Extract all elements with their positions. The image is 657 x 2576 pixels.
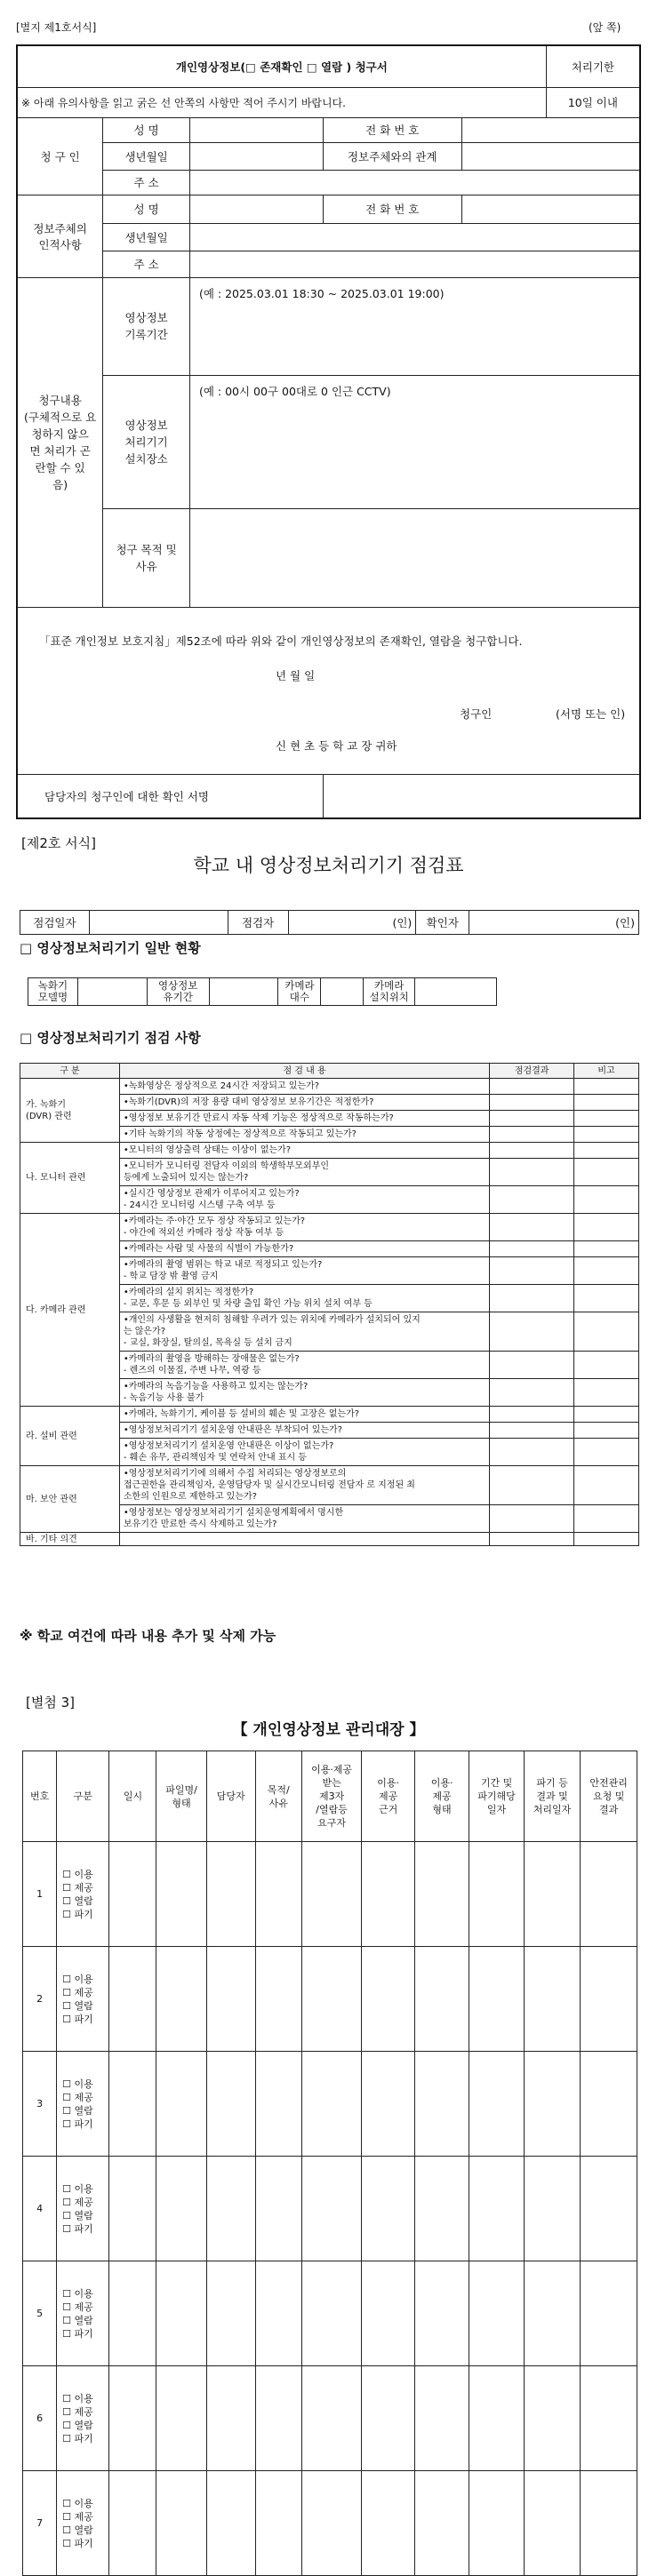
inspector-label: 점검자: [228, 911, 288, 935]
ledger-cell[interactable]: [414, 2261, 469, 2366]
ledger-cell[interactable]: [469, 2261, 524, 2366]
ledger-cell[interactable]: [156, 2366, 206, 2471]
recorder-model-label: 녹화기 모델명: [28, 978, 78, 1006]
ledger-col: 담당자: [206, 1751, 255, 1842]
ledger-cell[interactable]: [362, 2471, 414, 2576]
inspector-field[interactable]: (인): [288, 911, 416, 935]
ledger-col: 이용·제공 받는 제3자 /열람등 요구자: [301, 1751, 362, 1842]
ledger-cell[interactable]: [524, 2261, 581, 2366]
check-category: 다. 카메라 관련: [20, 1214, 120, 1407]
check-result-field[interactable]: [490, 1095, 574, 1111]
requester-relation-field[interactable]: [462, 142, 640, 170]
check-item: •개인의 사생활을 현저히 침해할 우려가 있는 위치에 카메라가 설치되어 있지 는 않은가? - 교실, 화장실, 탈의실, 목욕실 등 설치 금지: [119, 1312, 489, 1352]
retention-label: 영상정보 유기간: [147, 978, 209, 1006]
deadline-value: 10일 이내: [546, 87, 640, 117]
ledger-cell[interactable]: [156, 2261, 206, 2366]
check-item: •영상정보 보유기간 만료시 자동 삭제 기능은 정상적으로 작동하는가?: [119, 1111, 489, 1127]
ledger-cell[interactable]: [301, 2052, 362, 2157]
ledger-cell[interactable]: [206, 1842, 255, 1947]
check-note-field[interactable]: [574, 1379, 639, 1407]
inspection-date-label: 점검일자: [20, 911, 90, 935]
ledger-cell[interactable]: [301, 1947, 362, 2052]
location-label: 영상정보 처리기기 설치장소: [103, 375, 190, 508]
ledger-cell[interactable]: [301, 2471, 362, 2576]
col-content: 점 검 내 용: [119, 1064, 489, 1079]
check-result-field[interactable]: [490, 1505, 574, 1533]
inspection-date-field[interactable]: [89, 911, 228, 935]
subject-address-label: 주 소: [103, 251, 190, 277]
purpose-label: 청구 목적 및 사유: [103, 508, 190, 607]
ledger-cell[interactable]: [524, 1947, 581, 2052]
check-result-field[interactable]: [490, 1241, 574, 1257]
checker-field[interactable]: (인): [469, 911, 639, 935]
check-result-field[interactable]: [490, 1186, 574, 1214]
ledger-cell[interactable]: [362, 2157, 414, 2261]
check-note-field[interactable]: [574, 1111, 639, 1127]
addressee: 신 현 초 등 학 교 장 귀하: [276, 738, 397, 753]
check-row: [20, 1143, 639, 1159]
ledger-row: [23, 2052, 637, 2157]
ledger-cell[interactable]: [524, 2366, 581, 2471]
requester-address-label: 주 소: [103, 170, 190, 195]
ledger-row: [23, 2366, 637, 2471]
confirm-label: 담당자의 청구인에 대한 확인 서명: [17, 774, 323, 818]
check-result-field[interactable]: [490, 1407, 574, 1423]
ledger-row-number: 4: [23, 2157, 57, 2261]
ledger-cell[interactable]: [156, 1842, 206, 1947]
check-item: •카메라는 주·야간 모두 정상 작동되고 있는가? - 야간에 적외선 카메라 정상 작동 여부 등: [119, 1214, 489, 1241]
ledger-row-type[interactable]: ☐ 이용 ☐ 제공 ☐ 열람 ☐ 파기: [57, 2157, 109, 2261]
check-note-field[interactable]: [574, 1241, 639, 1257]
check-result-field[interactable]: [490, 1533, 574, 1546]
date-line: 년 월 일: [276, 668, 316, 682]
form3-title: 【 개인영상정보 관리대장 】: [232, 1721, 425, 1739]
ledger-cell[interactable]: [206, 2471, 255, 2576]
ledger-cell[interactable]: [156, 2471, 206, 2576]
ledger-col: 일시: [109, 1751, 156, 1842]
ledger-cell[interactable]: [362, 2366, 414, 2471]
ledger-cell[interactable]: [524, 2471, 581, 2576]
ledger-row-type[interactable]: ☐ 이용 ☐ 제공 ☐ 열람 ☐ 파기: [57, 2366, 109, 2471]
ledger-cell[interactable]: [524, 2157, 581, 2261]
check-table: [20, 1063, 639, 1546]
check-result-field[interactable]: [490, 1257, 574, 1285]
check-result-field[interactable]: [490, 1423, 574, 1439]
check-item: •카메라의 촬영을 방해하는 장애물은 없는가? - 렌즈의 이물질, 주변 나무, 역광 등: [119, 1352, 489, 1379]
ledger-cell[interactable]: [206, 2052, 255, 2157]
requester-label: 청 구 인: [17, 117, 103, 195]
ledger-cell[interactable]: [581, 2157, 637, 2261]
check-result-field[interactable]: [490, 1312, 574, 1352]
ledger-cell[interactable]: [255, 2366, 301, 2471]
ledger-cell[interactable]: [414, 2366, 469, 2471]
requester-phone-field[interactable]: [462, 117, 640, 142]
check-category: 마. 보안 관련: [20, 1466, 120, 1533]
ledger-cell[interactable]: [109, 2366, 156, 2471]
ledger-row-number: 6: [23, 2366, 57, 2471]
camera-location-label: 카메라 설치위치: [364, 978, 415, 1006]
location-field[interactable]: (예 : 00시 00구 00대로 0 인근 CCTV): [189, 375, 640, 508]
ledger-cell[interactable]: [362, 1842, 414, 1947]
ledger-cell[interactable]: [206, 1947, 255, 2052]
check-row: [20, 1533, 639, 1546]
ledger-cell[interactable]: [414, 1947, 469, 2052]
ledger-cell[interactable]: [109, 2471, 156, 2576]
ledger-cell[interactable]: [581, 2471, 637, 2576]
check-category: 라. 설비 관련: [20, 1407, 120, 1466]
requester-phone-label: 전 화 번 호: [323, 117, 462, 142]
check-item: •카메라의 녹음기능을 사용하고 있지는 않는가? - 녹음기능 사용 불가: [119, 1379, 489, 1407]
form2-title: 학교 내 영상정보처리기기 점검표: [193, 855, 464, 876]
subject-address-field[interactable]: [189, 251, 640, 277]
form1-tag: [별지 제1호서식]: [16, 21, 97, 34]
check-note-field[interactable]: [574, 1143, 639, 1159]
check-result-field[interactable]: [490, 1285, 574, 1312]
ledger-cell[interactable]: [362, 2261, 414, 2366]
ledger-table: [22, 1751, 637, 2576]
general-status-table: [28, 977, 497, 1006]
check-result-field[interactable]: [490, 1143, 574, 1159]
check-category: 가. 녹화기 (DVR) 관련: [20, 1079, 120, 1143]
deadline-label: 처리기한: [546, 45, 640, 87]
ledger-cell[interactable]: [255, 2471, 301, 2576]
check-note-field[interactable]: [574, 1285, 639, 1312]
ledger-col: 기간 및 파기해당 일자: [469, 1751, 524, 1842]
ledger-cell[interactable]: [255, 1947, 301, 2052]
requester-address-field[interactable]: [189, 170, 640, 195]
ledger-row-number: 2: [23, 1947, 57, 2052]
signer-label: 청구인: [460, 706, 493, 721]
ledger-cell[interactable]: [469, 2366, 524, 2471]
check-note-field[interactable]: [574, 1159, 639, 1186]
ledger-cell[interactable]: [206, 2261, 255, 2366]
retention-field[interactable]: [209, 978, 278, 1006]
ledger-cell[interactable]: [581, 2261, 637, 2366]
statement-block: [17, 607, 640, 774]
ledger-col: 파기 등 결과 및 처리일자: [524, 1751, 581, 1842]
ledger-row-type[interactable]: ☐ 이용 ☐ 제공 ☐ 열람 ☐ 파기: [57, 1842, 109, 1947]
subject-birth-label: 생년월일: [103, 223, 190, 251]
check-note-field[interactable]: [574, 1533, 639, 1546]
ledger-row: [23, 2157, 637, 2261]
request-content-label: 청구내용 (구체적으로 요 청하지 않으 면 처리가 곤 란할 수 있 음): [17, 277, 103, 607]
check-note-field[interactable]: [574, 1186, 639, 1214]
check-item: [119, 1533, 489, 1546]
ledger-row: [23, 2471, 637, 2576]
check-note-field[interactable]: [574, 1466, 639, 1505]
check-result-field[interactable]: [490, 1439, 574, 1466]
check-row: [20, 1079, 639, 1095]
form1-side: (앞 쪽): [589, 21, 621, 34]
check-item: •기타 녹화기의 작동 상정에는 정상적으로 작동되고 있는가?: [119, 1127, 489, 1143]
check-note-field[interactable]: [574, 1127, 639, 1143]
ledger-col: 목적/ 사유: [255, 1751, 301, 1842]
check-item: •영상정보는 영상정보처리기기 설치운영계획에서 명시한 보유기간 만료한 즉시 삭제하고 있는가?: [119, 1505, 489, 1533]
check-result-field[interactable]: [490, 1111, 574, 1127]
ledger-cell[interactable]: [109, 1842, 156, 1947]
ledger-row-number: 1: [23, 1842, 57, 1947]
check-note-field[interactable]: [574, 1407, 639, 1423]
purpose-field[interactable]: [189, 508, 640, 607]
check-note-field[interactable]: [574, 1352, 639, 1379]
check-note-field[interactable]: [574, 1439, 639, 1466]
ledger-row-type[interactable]: ☐ 이용 ☐ 제공 ☐ 열람 ☐ 파기: [57, 2052, 109, 2157]
form1-title: 개인영상정보(□ 존재확인 □ 열람 ) 청구서: [17, 45, 546, 87]
subject-label: 정보주체의 인적사항: [17, 195, 103, 277]
ledger-cell[interactable]: [469, 1842, 524, 1947]
check-result-field[interactable]: [490, 1214, 574, 1241]
camera-count-label: 카메라 대수: [278, 978, 321, 1006]
ledger-cell[interactable]: [255, 2052, 301, 2157]
ledger-row-type[interactable]: ☐ 이용 ☐ 제공 ☐ 열람 ☐ 파기: [57, 2261, 109, 2366]
check-item: •영상정보처리기기 설치운영 안내판은 부착되어 있는가?: [119, 1423, 489, 1439]
check-note-field[interactable]: [574, 1312, 639, 1352]
check-item: •영상정보처리기기 설치운영 안내판은 이상이 없는가? - 훼손 유무, 관리책임자 및 연락처 안내 표시 등: [119, 1439, 489, 1466]
check-result-field[interactable]: [490, 1379, 574, 1407]
ledger-cell[interactable]: [469, 1947, 524, 2052]
ledger-row-number: 5: [23, 2261, 57, 2366]
ledger-cell[interactable]: [255, 2157, 301, 2261]
check-item: •카메라는 사람 및 사물의 식별이 가능한가?: [119, 1241, 489, 1257]
ledger-cell[interactable]: [156, 1947, 206, 2052]
check-result-field[interactable]: [490, 1079, 574, 1095]
camera-count-field[interactable]: [321, 978, 364, 1006]
ledger-row-number: 3: [23, 2052, 57, 2157]
check-result-field[interactable]: [490, 1127, 574, 1143]
checker-label: 확인자: [416, 911, 469, 935]
ledger-cell[interactable]: [206, 2366, 255, 2471]
ledger-cell[interactable]: [469, 2052, 524, 2157]
ledger-cell[interactable]: [469, 2157, 524, 2261]
ledger-row: [23, 1842, 637, 1947]
check-row: [20, 1466, 639, 1505]
ledger-row: [23, 2261, 637, 2366]
ledger-cell[interactable]: [414, 1842, 469, 1947]
ledger-cell[interactable]: [255, 2261, 301, 2366]
ledger-cell[interactable]: [362, 2052, 414, 2157]
check-item: •모니터가 모니터링 전담자 이외의 학생학부모외부인 등에게 노출되어 있지는 않는가?: [119, 1159, 489, 1186]
check-row: [20, 1214, 639, 1241]
subject-phone-label: 전 화 번 호: [323, 195, 462, 223]
col-category: 구 분: [20, 1064, 120, 1079]
ledger-row: [23, 1947, 637, 2052]
requester-birth-label: 생년월일: [103, 142, 190, 170]
subject-phone-field[interactable]: [462, 195, 640, 223]
check-item: •모니터의 영상출력 상태는 이상이 없는가?: [119, 1143, 489, 1159]
ledger-cell[interactable]: [414, 2052, 469, 2157]
requester-birth-field[interactable]: [189, 142, 323, 170]
ledger-cell[interactable]: [156, 2052, 206, 2157]
requester-name-label: 성 명: [103, 117, 190, 142]
check-item: •실시간 영상정보 관제가 이루어지고 있는가? - 24시간 모니터링 시스템 구축 여부 등: [119, 1186, 489, 1214]
ledger-cell[interactable]: [255, 1842, 301, 1947]
ledger-cell[interactable]: [581, 1842, 637, 1947]
check-note-field[interactable]: [574, 1214, 639, 1241]
check-item: •녹화기(DVR)의 저장 용량 대비 영상정보 보유기간은 적정한가?: [119, 1095, 489, 1111]
confirm-field[interactable]: [323, 774, 640, 818]
ledger-cell[interactable]: [109, 1947, 156, 2052]
ledger-row-type[interactable]: ☐ 이용 ☐ 제공 ☐ 열람 ☐ 파기: [57, 2471, 109, 2576]
check-category: 나. 모니터 관련: [20, 1143, 120, 1214]
check-item: •카메라의 설치 위치는 적정한가? - 교문, 후문 등 외부인 및 차량 출입 확인 가능 위치 설치 여부 등: [119, 1285, 489, 1312]
ledger-col: 이용· 제공 근거: [362, 1751, 414, 1842]
ledger-cell[interactable]: [109, 2261, 156, 2366]
requester-relation-label: 정보주체와의 관계: [323, 142, 462, 170]
check-item: •카메라, 녹화기기, 케이블 등 설비의 훼손 및 고장은 없는가?: [119, 1407, 489, 1423]
period-field[interactable]: (예 : 2025.03.01 18:30 ~ 2025.03.01 19:00): [189, 277, 640, 375]
ledger-row-number: 7: [23, 2471, 57, 2576]
check-result-field[interactable]: [490, 1466, 574, 1505]
section-check: □ 영상정보처리기기 점검 사항: [20, 1030, 201, 1046]
requester-name-field[interactable]: [189, 117, 323, 142]
ledger-cell[interactable]: [109, 2052, 156, 2157]
ledger-cell[interactable]: [109, 2157, 156, 2261]
ledger-cell[interactable]: [581, 1947, 637, 2052]
check-category: 바. 기타 의견: [20, 1533, 120, 1546]
subject-birth-field[interactable]: [189, 223, 640, 251]
camera-location-field[interactable]: [415, 978, 497, 1006]
ledger-cell[interactable]: [581, 2052, 637, 2157]
sign-note: (서명 또는 인): [556, 706, 626, 721]
ledger-col: 구분: [57, 1751, 109, 1842]
ledger-cell[interactable]: [524, 1842, 581, 1947]
check-row: [20, 1407, 639, 1423]
ledger-cell[interactable]: [581, 2366, 637, 2471]
ledger-cell[interactable]: [469, 2471, 524, 2576]
check-note-field[interactable]: [574, 1095, 639, 1111]
check-item: •영상정보처리기기에 의해서 수집 처리되는 영상정보로의 접근권한을 관리책임자, 운영담당자 및 실시간모니터링 전담자 로 지정된 최 소한의 인원으로 제한하고 있는가?: [119, 1466, 489, 1505]
ledger-cell[interactable]: [362, 1947, 414, 2052]
ledger-col: 번호: [23, 1751, 57, 1842]
check-result-field[interactable]: [490, 1159, 574, 1186]
subject-name-label: 성 명: [103, 195, 190, 223]
ledger-cell[interactable]: [524, 2052, 581, 2157]
subject-name-field[interactable]: [189, 195, 323, 223]
form3-tag: [별첨 3]: [26, 1695, 75, 1711]
section-general: □ 영상정보처리기기 일반 현황: [20, 940, 201, 956]
inspection-header: [20, 910, 639, 935]
ledger-cell[interactable]: [156, 2157, 206, 2261]
recorder-model-field[interactable]: [77, 978, 147, 1006]
ledger-cell[interactable]: [301, 1842, 362, 1947]
col-result: 점검결과: [490, 1064, 574, 1079]
ledger-row-type[interactable]: ☐ 이용 ☐ 제공 ☐ 열람 ☐ 파기: [57, 1947, 109, 2052]
ledger-col: 안전관리 요청 및 결과: [581, 1751, 637, 1842]
ledger-col: 이용· 제공 형태: [414, 1751, 469, 1842]
period-label: 영상정보 기록기간: [103, 277, 190, 375]
check-note-field[interactable]: [574, 1423, 639, 1439]
ledger-cell[interactable]: [206, 2157, 255, 2261]
check-result-field[interactable]: [490, 1352, 574, 1379]
check-note-field[interactable]: [574, 1079, 639, 1095]
check-note-field[interactable]: [574, 1505, 639, 1533]
col-note: 비고: [574, 1064, 639, 1079]
ledger-col: 파일명/ 형태: [156, 1751, 206, 1842]
ledger-cell[interactable]: [414, 2157, 469, 2261]
ledger-cell[interactable]: [414, 2471, 469, 2576]
ledger-cell[interactable]: [301, 2366, 362, 2471]
check-item: •녹화영상은 정상적으로 24시간 저장되고 있는가?: [119, 1079, 489, 1095]
check-item: •카메라의 촬영 범위는 학교 내로 적정되고 있는가? - 학교 담장 밖 촬영 금지: [119, 1257, 489, 1285]
ledger-cell[interactable]: [301, 2157, 362, 2261]
form2-tag: [제2호 서식]: [21, 835, 96, 851]
statement: 「표준 개인정보 보호지침」제52조에 따라 위와 같이 개인영상정보의 존재확인, 열람을 청구합니다.: [39, 634, 523, 648]
notice: ※ 아래 유의사항을 읽고 굵은 선 안쪽의 사항만 적어 주시기 바랍니다.: [17, 87, 546, 117]
form2-footnote: ※ 학교 여건에 따라 내용 추가 및 삭제 가능: [20, 1628, 276, 1644]
ledger-cell[interactable]: [301, 2261, 362, 2366]
request-form: [16, 44, 641, 819]
check-note-field[interactable]: [574, 1257, 639, 1285]
